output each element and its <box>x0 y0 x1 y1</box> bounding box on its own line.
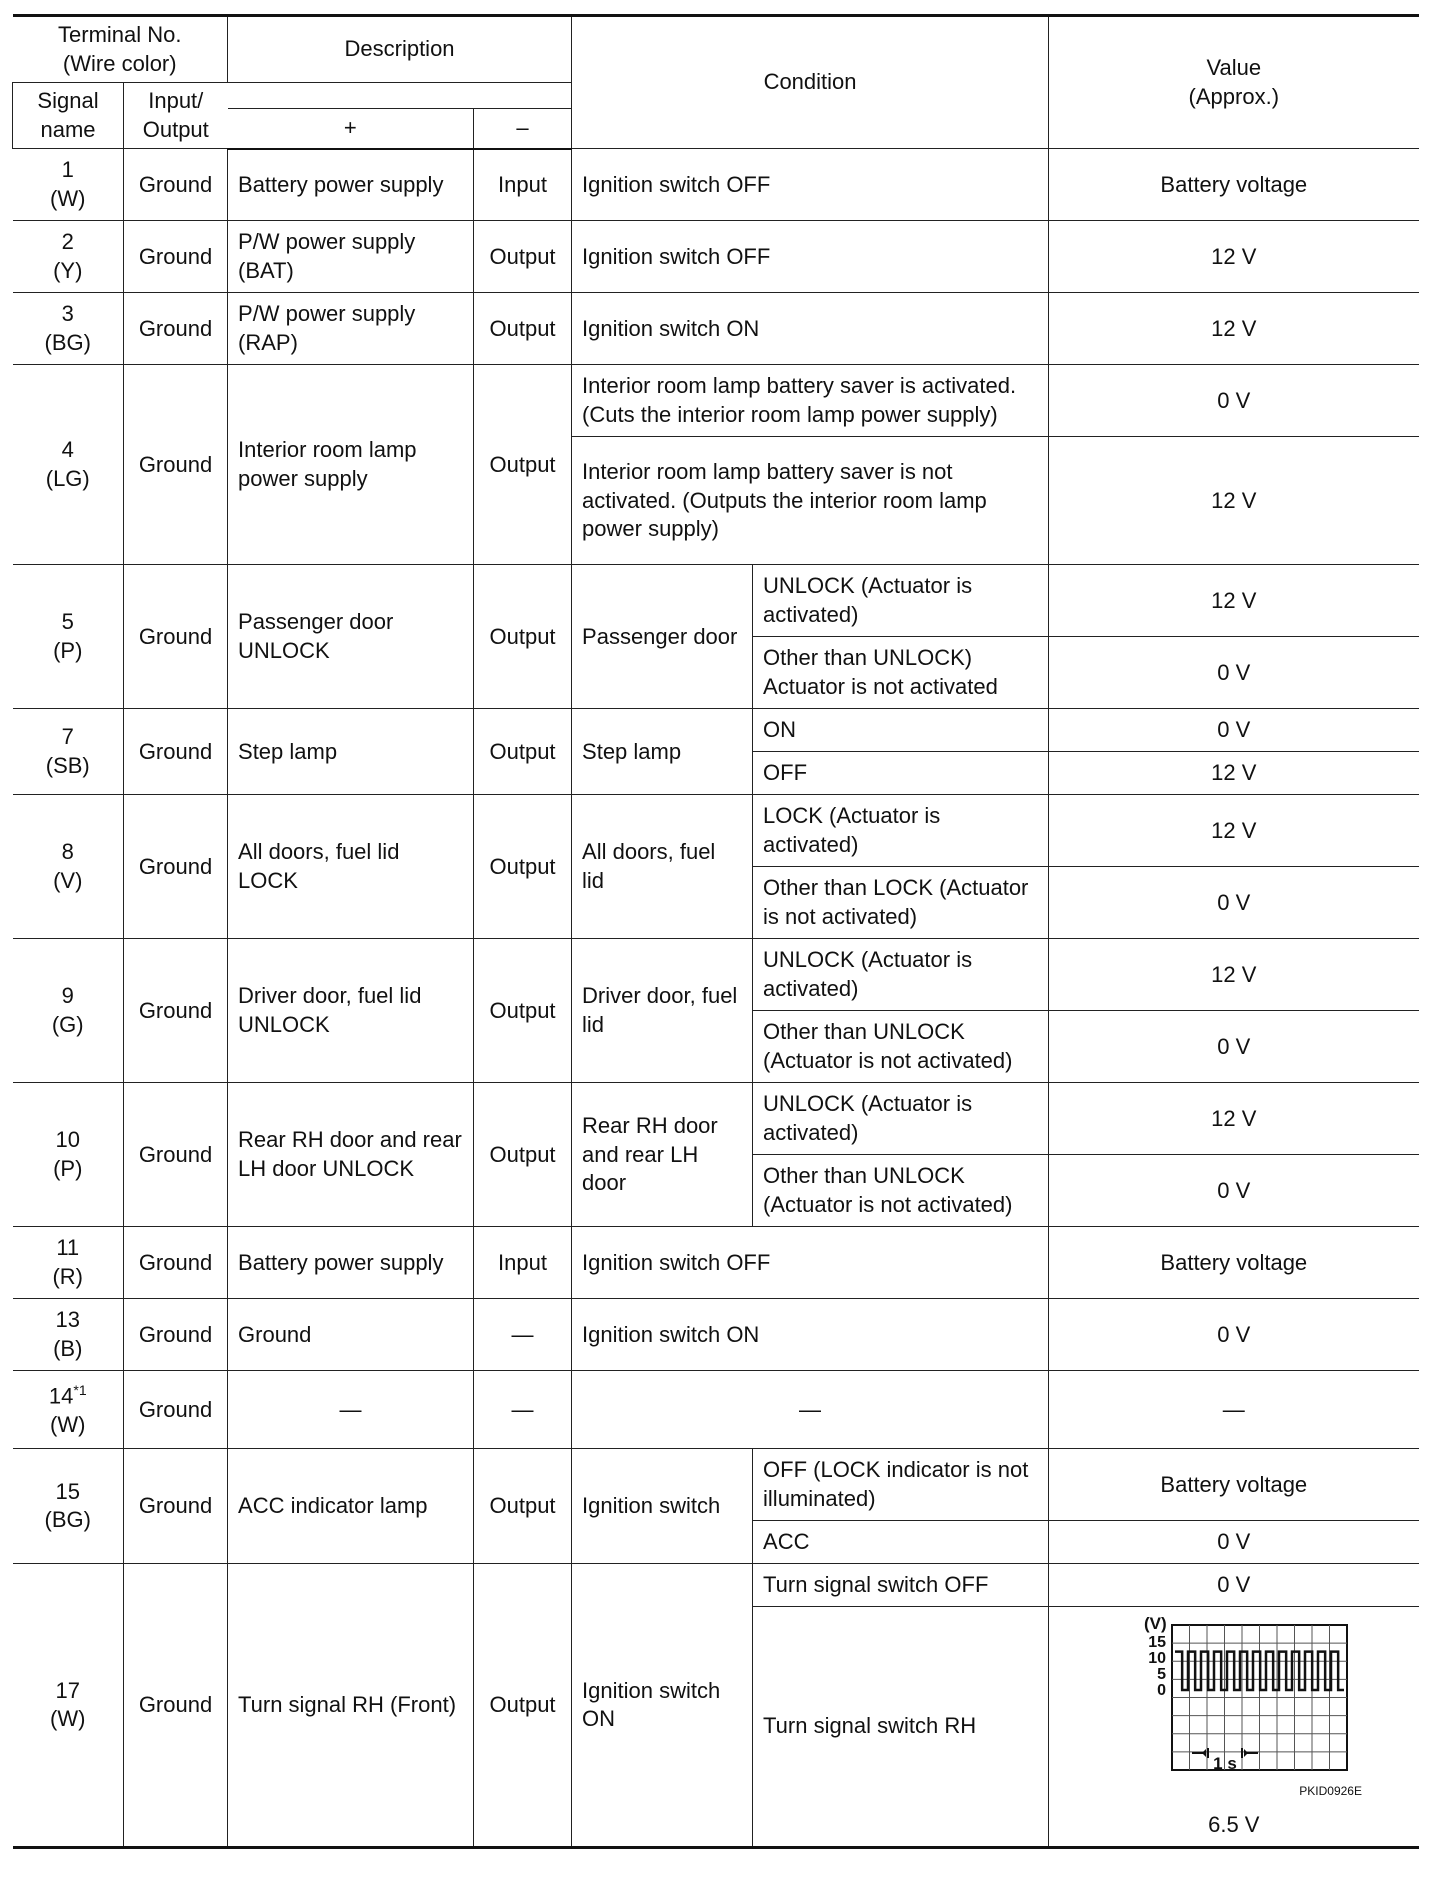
wire-color: (BG) <box>44 1507 91 1533</box>
signal-name-cell: ACC indicator lamp <box>228 1449 474 1564</box>
value-cell: 12 V <box>1049 437 1419 565</box>
value-cell: 0 V <box>1049 709 1419 752</box>
wire-color: (P) <box>53 1155 83 1181</box>
condition-cell: Ignition switch OFF <box>572 221 1049 293</box>
terminal-number: 7 <box>61 724 74 750</box>
negative-cell: Ground <box>124 1449 228 1564</box>
negative-cell: Ground <box>124 939 228 1083</box>
header-condition: Condition <box>572 16 1049 149</box>
state-cell: UNLOCK (Actuator is activated) <box>753 939 1049 1011</box>
wire-color: (V) <box>53 867 83 893</box>
state-cell: OFF (LOCK indicator is not illuminated) <box>753 1449 1049 1521</box>
wire-color: (W) <box>50 185 86 211</box>
header-io-line2: Output <box>142 116 209 142</box>
header-description: Description <box>228 16 572 83</box>
waveform-y-tick: 5 <box>1156 1666 1166 1684</box>
io-cell: — <box>474 1371 572 1449</box>
terminal-cell <box>13 1227 124 1299</box>
table-row <box>13 1083 1419 1155</box>
wire-color: (W) <box>50 1706 86 1732</box>
signal-name-cell: P/W power supply (RAP) <box>228 293 474 365</box>
io-cell: Input <box>474 1227 572 1299</box>
table-row <box>13 565 1419 637</box>
terminal-number: 14 <box>48 1382 74 1408</box>
waveform-unit-label: (V) <box>1143 1615 1167 1634</box>
io-cell: — <box>474 1299 572 1371</box>
wire-color: (LG) <box>45 465 90 491</box>
value-cell: 0 V <box>1049 1299 1419 1371</box>
terminal-number: 10 <box>55 1127 80 1153</box>
condition-cell: — <box>572 1371 1049 1449</box>
io-cell: Output <box>474 221 572 293</box>
terminal-cell <box>13 1449 124 1564</box>
terminal-cell <box>13 365 124 565</box>
terminal-number: 1 <box>61 157 74 183</box>
value-cell: 12 V <box>1049 752 1419 795</box>
table-row <box>13 1449 1419 1521</box>
terminal-cell <box>13 293 124 365</box>
table-row <box>13 1564 1419 1607</box>
table-row <box>13 293 1419 365</box>
wire-color: (Y) <box>53 257 83 283</box>
waveform-y-tick: 10 <box>1148 1650 1166 1668</box>
terminal-cell <box>13 1564 124 1848</box>
signal-name-cell: Step lamp <box>228 709 474 795</box>
value-cell: 0 V <box>1049 1011 1419 1083</box>
condition-cell: Rear RH door and rear LH door <box>572 1083 753 1227</box>
terminal-number: 17 <box>55 1677 80 1703</box>
terminal-cell <box>13 1371 124 1449</box>
wire-color: (R) <box>52 1263 84 1289</box>
header-terminal-label: Terminal No. <box>58 22 182 47</box>
wire-color: (B) <box>53 1335 83 1361</box>
header-input-output <box>124 83 228 149</box>
state-cell: Turn signal switch RH <box>753 1607 1049 1848</box>
wire-color: (BG) <box>44 329 91 355</box>
negative-cell: Ground <box>124 565 228 709</box>
table-row <box>13 365 1419 437</box>
terminal-table <box>12 14 1419 1849</box>
condition-cell: Ignition switch ON <box>572 1564 753 1848</box>
terminal-cell <box>13 709 124 795</box>
io-cell: Output <box>474 1083 572 1227</box>
signal-name-cell: Interior room lamp power supply <box>228 365 474 565</box>
value-cell: 0 V <box>1049 1564 1419 1607</box>
negative-cell: Ground <box>124 293 228 365</box>
terminal-number: 3 <box>61 301 74 327</box>
table-row <box>13 795 1419 867</box>
state-cell: Other than UNLOCK) Actuator is not activated <box>753 637 1049 709</box>
condition-cell: Passenger door <box>572 565 753 709</box>
negative-cell: Ground <box>124 1371 228 1449</box>
terminal-number: 8 <box>61 839 74 865</box>
signal-name-cell: — <box>228 1371 474 1449</box>
value-cell: 0 V <box>1049 1521 1419 1564</box>
state-cell: Other than UNLOCK (Actuator is not activated) <box>753 1011 1049 1083</box>
condition-cell: Ignition switch ON <box>572 293 1049 365</box>
negative-cell: Ground <box>124 1083 228 1227</box>
header-plus: + <box>228 109 474 149</box>
io-cell: Input <box>474 149 572 221</box>
table-row <box>13 1227 1419 1299</box>
condition-cell: Interior room lamp battery saver is not activated. (Outputs the interior room lamp power supply) <box>572 437 1049 565</box>
terminal-number: 15 <box>55 1478 80 1504</box>
value-cell: Battery voltage <box>1049 1227 1419 1299</box>
header-value <box>1049 16 1419 149</box>
condition-cell: Ignition switch OFF <box>572 149 1049 221</box>
terminal-cell <box>13 221 124 293</box>
value-cell: 0 V <box>1049 365 1419 437</box>
io-cell: Output <box>474 709 572 795</box>
terminal-number: 4 <box>61 437 74 463</box>
condition-cell: Step lamp <box>572 709 753 795</box>
state-cell: UNLOCK (Actuator is activated) <box>753 565 1049 637</box>
value-cell: 12 V <box>1049 221 1419 293</box>
time-arrowhead-right <box>1244 1749 1248 1757</box>
wire-color: (W) <box>50 1411 86 1437</box>
waveform-y-tick: 0 <box>1156 1682 1166 1700</box>
signal-name-cell: Battery power supply <box>228 149 474 221</box>
waveform-grid <box>1172 1625 1347 1770</box>
state-cell: ON <box>753 709 1049 752</box>
state-cell: OFF <box>753 752 1049 795</box>
table-row <box>13 1299 1419 1371</box>
header-wire-color-label: (Wire color) <box>62 50 177 76</box>
table-row <box>13 221 1419 293</box>
value-cell: Battery voltage <box>1049 149 1419 221</box>
condition-cell: Driver door, fuel lid <box>572 939 753 1083</box>
table-row <box>13 149 1419 221</box>
negative-cell: Ground <box>124 795 228 939</box>
negative-cell: Ground <box>124 1299 228 1371</box>
io-cell: Output <box>474 939 572 1083</box>
io-cell: Output <box>474 795 572 939</box>
condition-cell: Ignition switch <box>572 1449 753 1564</box>
header-terminal <box>13 16 228 83</box>
waveform-trace <box>1175 1652 1344 1690</box>
terminal-number: 13 <box>55 1307 80 1333</box>
terminal-cell <box>13 795 124 939</box>
signal-name-cell: P/W power supply (BAT) <box>228 221 474 293</box>
terminal-cell <box>13 565 124 709</box>
terminal-cell <box>13 149 124 221</box>
signal-name-cell: Battery power supply <box>228 1227 474 1299</box>
header-signal-name: Signal name <box>13 83 124 149</box>
signal-name-cell: All doors, fuel lid LOCK <box>228 795 474 939</box>
signal-name-cell: Driver door, fuel lid UNLOCK <box>228 939 474 1083</box>
value-cell: 0 V <box>1049 637 1419 709</box>
value-cell: 12 V <box>1049 795 1419 867</box>
wire-color: (G) <box>51 1011 84 1037</box>
value-cell: 12 V <box>1049 939 1419 1011</box>
value-cell <box>1049 1607 1419 1848</box>
header-value-approx: (Approx.) <box>1188 83 1280 109</box>
terminal-table-document <box>12 14 1418 1849</box>
header-minus: – <box>474 109 572 149</box>
terminal-number: 2 <box>61 229 74 255</box>
value-cell: 0 V <box>1049 1155 1419 1227</box>
table-row <box>13 709 1419 752</box>
signal-name-cell: Ground <box>228 1299 474 1371</box>
condition-cell: Interior room lamp battery saver is activated. (Cuts the interior room lamp power supply) <box>572 365 1049 437</box>
time-arrowhead-left <box>1202 1749 1206 1757</box>
negative-cell: Ground <box>124 1564 228 1848</box>
signal-name-cell: Rear RH door and rear LH door UNLOCK <box>228 1083 474 1227</box>
io-cell: Output <box>474 1449 572 1564</box>
waveform-figure-id: PKID0926E <box>1299 1784 1362 1799</box>
state-cell: UNLOCK (Actuator is activated) <box>753 1083 1049 1155</box>
terminal-cell <box>13 1083 124 1227</box>
negative-cell: Ground <box>124 149 228 221</box>
terminal-number: 11 <box>56 1235 80 1261</box>
negative-cell: Ground <box>124 709 228 795</box>
condition-cell: Ignition switch ON <box>572 1299 1049 1371</box>
value-cell: 12 V <box>1049 293 1419 365</box>
state-cell: ACC <box>753 1521 1049 1564</box>
terminal-cell <box>13 1299 124 1371</box>
waveform-value: 6.5 V <box>1208 1812 1260 1838</box>
io-cell: Output <box>474 565 572 709</box>
signal-name-cell: Turn signal RH (Front) <box>228 1564 474 1848</box>
wire-color: (SB) <box>45 752 90 778</box>
state-cell: Other than UNLOCK (Actuator is not activated) <box>753 1155 1049 1227</box>
io-cell: Output <box>474 365 572 565</box>
state-cell: LOCK (Actuator is activated) <box>753 795 1049 867</box>
value-cell: 12 V <box>1049 1083 1419 1155</box>
io-cell: Output <box>474 1564 572 1848</box>
value-cell: 12 V <box>1049 565 1419 637</box>
negative-cell: Ground <box>124 365 228 565</box>
value-cell: Battery voltage <box>1049 1449 1419 1521</box>
table-row <box>13 1371 1419 1449</box>
negative-cell: Ground <box>124 221 228 293</box>
io-cell: Output <box>474 293 572 365</box>
terminal-footnote-mark: *1 <box>73 1381 87 1398</box>
terminal-cell <box>13 939 124 1083</box>
terminal-number: 9 <box>61 983 74 1009</box>
turn-signal-waveform <box>1104 1615 1364 1805</box>
condition-cell: Ignition switch OFF <box>572 1227 1049 1299</box>
signal-name-cell: Passenger door UNLOCK <box>228 565 474 709</box>
header-value-label: Value <box>1206 55 1262 81</box>
condition-cell: All doors, fuel lid <box>572 795 753 939</box>
negative-cell: Ground <box>124 1227 228 1299</box>
value-cell: 0 V <box>1049 867 1419 939</box>
table-row <box>13 939 1419 1011</box>
terminal-number: 5 <box>61 609 74 635</box>
state-cell: Other than LOCK (Actuator is not activated) <box>753 867 1049 939</box>
waveform-y-tick: 15 <box>1148 1634 1166 1652</box>
header-io-line1: Input/ <box>148 88 204 114</box>
waveform-time-label: 1 s <box>1212 1754 1237 1774</box>
wire-color: (P) <box>53 637 83 663</box>
state-cell: Turn signal switch OFF <box>753 1564 1049 1607</box>
value-cell: — <box>1049 1371 1419 1449</box>
